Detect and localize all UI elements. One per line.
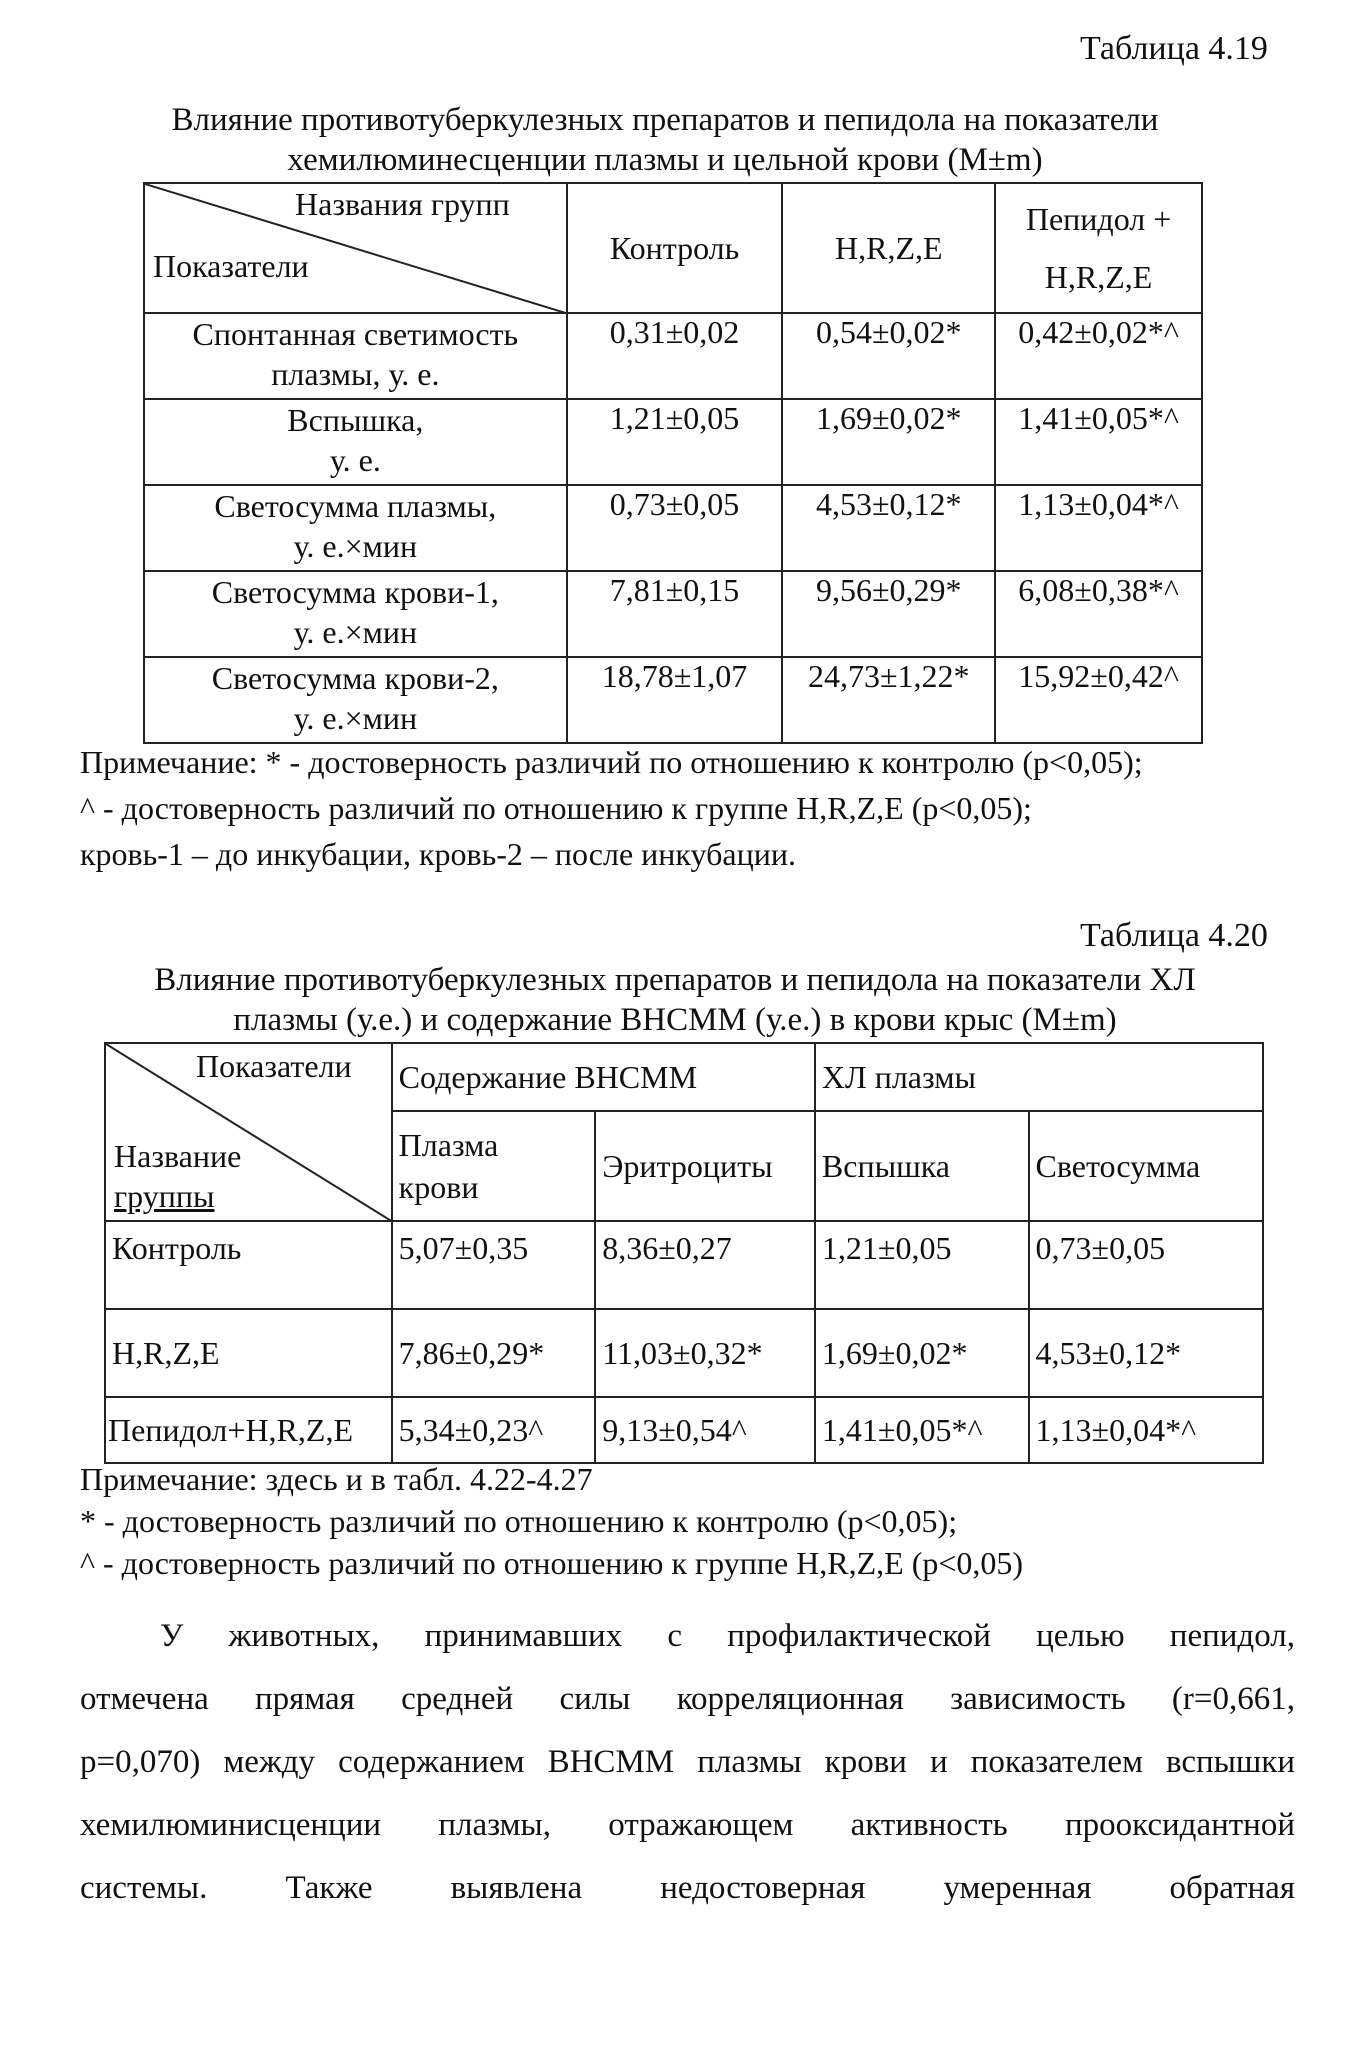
paragraph-line3: p=0,070) между содержанием ВНСММ плазмы крови и показателем вспышки — [80, 1744, 1295, 1780]
subheader-lightsum: Светосумма — [1029, 1111, 1263, 1221]
row-label: Контроль — [105, 1221, 392, 1309]
table-4-20 — [104, 1042, 1264, 1464]
table-row — [105, 1221, 1263, 1309]
cell-erythrocytes: 9,13±0,54^ — [595, 1397, 815, 1463]
cell-control: 18,78±1,07 — [567, 657, 783, 743]
cell-control: 0,73±0,05 — [567, 485, 783, 571]
table-4-19-note3: кровь-1 – до инкубации, кровь-2 – после инкубации. — [80, 836, 796, 872]
subheader-flash: Вспышка — [815, 1111, 1029, 1221]
cell-plasma: 5,34±0,23^ — [392, 1397, 596, 1463]
row-label-line1: Спонтанная светимость — [192, 316, 519, 352]
table-header-row — [144, 183, 1202, 313]
header-pepidol-line2: H,R,Z,E — [1044, 259, 1153, 295]
table-4-20-note1: Примечание: здесь и в табл. 4.22-4.27 — [80, 1461, 593, 1497]
table-4-20-note3: ^ - достоверность различий по отношению к группе H,R,Z,E (p<0,05) — [80, 1545, 1024, 1581]
row-label-line2: у. е.×мин — [293, 700, 418, 736]
cell-control: 7,81±0,15 — [567, 571, 783, 657]
cell-lightsum: 0,73±0,05 — [1029, 1221, 1263, 1309]
row-label — [144, 399, 567, 485]
row-label-line2: у. е.×мин — [293, 614, 418, 650]
row-label-line1: Светосумма крови-2, — [211, 660, 499, 696]
corner-bottom-label — [114, 1136, 241, 1216]
table-4-19-title-line2: хемилюминесценции плазмы и цельной крови (M±m) — [287, 142, 1043, 178]
cell-hrze: 1,69±0,02* — [782, 399, 995, 485]
row-label — [144, 313, 567, 399]
cell-lightsum: 4,53±0,12* — [1029, 1309, 1263, 1397]
group-header-vnsmm: Содержание ВНСММ — [392, 1043, 815, 1111]
header-hrze: H,R,Z,E — [782, 183, 995, 313]
cell-plasma: 5,07±0,35 — [392, 1221, 596, 1309]
table-row — [105, 1397, 1263, 1463]
header-pepidol — [995, 183, 1202, 313]
table-4-20-title-line1: Влияние противотуберкулезных препаратов и пепидола на показатели ХЛ — [154, 962, 1196, 998]
table-4-19 — [143, 182, 1203, 744]
table-4-19-number: Таблица 4.19 — [1080, 30, 1268, 67]
corner-bottom-line1: Название — [114, 1138, 242, 1174]
row-label-line1: Светосумма плазмы, — [214, 488, 497, 524]
corner-cell — [144, 183, 567, 313]
table-row — [144, 485, 1202, 571]
table-row — [144, 313, 1202, 399]
corner-cell — [105, 1043, 392, 1221]
table-header-row — [105, 1043, 1263, 1111]
cell-hrze: 24,73±1,22* — [782, 657, 995, 743]
cell-pepidol: 15,92±0,42^ — [995, 657, 1202, 743]
row-label: Пепидол+H,R,Z,E — [105, 1397, 392, 1463]
row-label — [144, 571, 567, 657]
table-4-20-number: Таблица 4.20 — [1080, 917, 1268, 954]
row-label-line2: у. е. — [329, 442, 381, 478]
cell-plasma: 7,86±0,29* — [392, 1309, 596, 1397]
row-label — [144, 657, 567, 743]
table-4-20-title-line2: плазмы (у.е.) и содержание ВНСММ (у.е.) в крови крыс (M±m) — [233, 1002, 1117, 1038]
cell-pepidol: 1,13±0,04*^ — [995, 485, 1202, 571]
header-pepidol-line1: Пепидол + — [1025, 201, 1172, 237]
paragraph-line4: хемилюминисценции плазмы, отражающем активность прооксидантной — [80, 1807, 1295, 1843]
cell-control: 1,21±0,05 — [567, 399, 783, 485]
subheader-plasma-line1: Плазма — [398, 1127, 499, 1163]
row-label-line1: Светосумма крови-1, — [211, 574, 499, 610]
header-control: Контроль — [567, 183, 783, 313]
table-4-20-note2: * - достоверность различий по отношению к контролю (p<0,05); — [80, 1503, 958, 1539]
cell-flash: 1,21±0,05 — [815, 1221, 1029, 1309]
cell-lightsum: 1,13±0,04*^ — [1029, 1397, 1263, 1463]
row-label-line2: плазмы, у. е. — [271, 356, 440, 392]
cell-pepidol: 1,41±0,05*^ — [995, 399, 1202, 485]
table-row — [105, 1309, 1263, 1397]
cell-pepidol: 6,08±0,38*^ — [995, 571, 1202, 657]
table-row — [144, 399, 1202, 485]
row-label: H,R,Z,E — [105, 1309, 392, 1397]
corner-top-label: Названия групп — [295, 186, 510, 222]
table-4-19-title-line1: Влияние противотуберкулезных препаратов и пепидола на показатели — [171, 102, 1159, 138]
subheader-plasma — [392, 1111, 596, 1221]
cell-hrze: 9,56±0,29* — [782, 571, 995, 657]
cell-flash: 1,41±0,05*^ — [815, 1397, 1029, 1463]
table-4-19-note1: Примечание: * - достоверность различий по отношению к контролю (p<0,05); — [80, 744, 1143, 780]
cell-hrze: 0,54±0,02* — [782, 313, 995, 399]
cell-control: 0,31±0,02 — [567, 313, 783, 399]
table-4-19-note2: ^ - достоверность различий по отношению к группе H,R,Z,E (p<0,05); — [80, 790, 1032, 826]
cell-hrze: 4,53±0,12* — [782, 485, 995, 571]
paragraph-line1: У животных, принимавших с профилактической целью пепидол, — [160, 1618, 1295, 1654]
row-label-line2: у. е.×мин — [293, 528, 418, 564]
cell-flash: 1,69±0,02* — [815, 1309, 1029, 1397]
row-label — [144, 485, 567, 571]
paragraph-line2: отмечена прямая средней силы корреляционная зависимость (r=0,661, — [80, 1681, 1295, 1717]
cell-erythrocytes: 11,03±0,32* — [595, 1309, 815, 1397]
group-header-chl: ХЛ плазмы — [815, 1043, 1263, 1111]
cell-erythrocytes: 8,36±0,27 — [595, 1221, 815, 1309]
cell-pepidol: 0,42±0,02*^ — [995, 313, 1202, 399]
table-row — [144, 571, 1202, 657]
table-row — [144, 657, 1202, 743]
corner-bottom-line2: группы — [114, 1178, 215, 1214]
body-paragraph — [80, 1605, 1295, 1920]
corner-top-label: Показатели — [196, 1048, 352, 1084]
paragraph-line5: системы. Также выявлена недостоверная умеренная обратная — [80, 1870, 1295, 1906]
corner-bottom-label: Показатели — [153, 248, 309, 284]
row-label-line1: Вспышка, — [287, 402, 424, 438]
subheader-plasma-line2: крови — [398, 1169, 479, 1205]
subheader-erythrocytes: Эритроциты — [595, 1111, 815, 1221]
